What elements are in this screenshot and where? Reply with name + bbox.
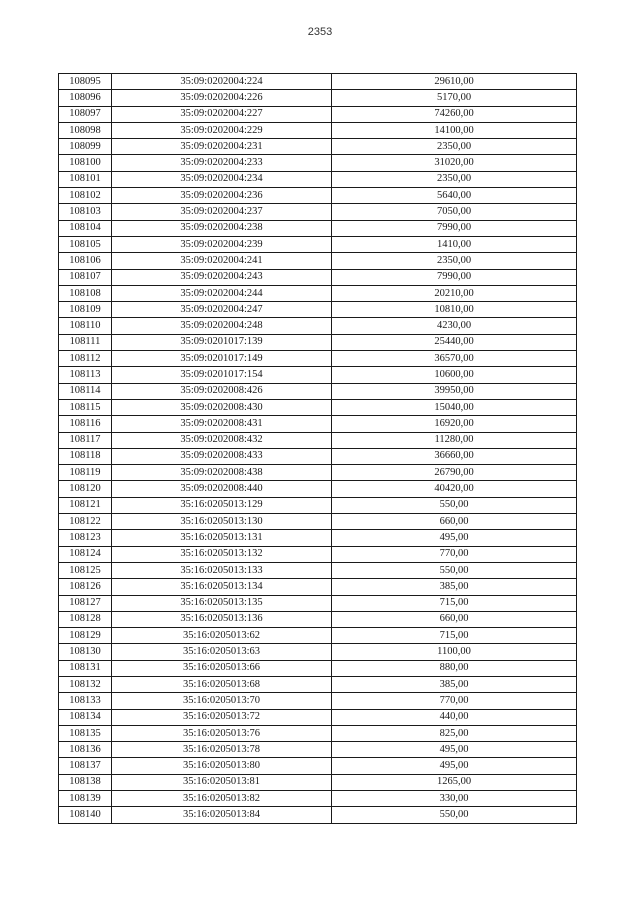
cadastral-number-cell: 35:09:0202004:238 (112, 220, 332, 236)
row-number-cell: 108102 (59, 188, 112, 204)
cadastral-number-cell: 35:09:0202008:432 (112, 432, 332, 448)
value-cell: 25440,00 (332, 334, 577, 350)
value-cell: 495,00 (332, 530, 577, 546)
value-cell: 16920,00 (332, 416, 577, 432)
value-cell: 770,00 (332, 693, 577, 709)
value-cell: 715,00 (332, 595, 577, 611)
table-row (59, 367, 577, 383)
cadastral-number-cell: 35:09:0202004:239 (112, 236, 332, 252)
row-number-cell: 108104 (59, 220, 112, 236)
value-cell: 385,00 (332, 676, 577, 692)
value-cell: 29610,00 (332, 74, 577, 90)
table-row (59, 693, 577, 709)
row-number-cell: 108100 (59, 155, 112, 171)
cadastral-number-cell: 35:09:0202004:236 (112, 188, 332, 204)
row-number-cell: 108139 (59, 791, 112, 807)
value-cell: 40420,00 (332, 481, 577, 497)
table-row (59, 514, 577, 530)
table-row (59, 302, 577, 318)
row-number-cell: 108138 (59, 774, 112, 790)
cadastral-number-cell: 35:09:0202008:433 (112, 448, 332, 464)
page-number: 2353 (307, 26, 333, 38)
cadastral-number-cell: 35:16:0205013:62 (112, 628, 332, 644)
cadastral-number-cell: 35:16:0205013:134 (112, 579, 332, 595)
value-cell: 20210,00 (332, 285, 577, 301)
row-number-cell: 108130 (59, 644, 112, 660)
value-cell: 550,00 (332, 807, 577, 823)
value-cell: 31020,00 (332, 155, 577, 171)
cadastral-number-cell: 35:09:0202004:224 (112, 74, 332, 90)
table-row (59, 628, 577, 644)
row-number-cell: 108132 (59, 676, 112, 692)
table-row (59, 383, 577, 399)
row-number-cell: 108129 (59, 628, 112, 644)
row-number-cell: 108096 (59, 90, 112, 106)
cadastral-number-cell: 35:09:0202008:440 (112, 481, 332, 497)
table-row (59, 351, 577, 367)
row-number-cell: 108126 (59, 579, 112, 595)
cadastral-number-cell: 35:16:0205013:133 (112, 562, 332, 578)
value-cell: 2350,00 (332, 139, 577, 155)
row-number-cell: 108109 (59, 302, 112, 318)
table-row (59, 660, 577, 676)
cadastral-number-cell: 35:16:0205013:129 (112, 497, 332, 513)
cadastral-number-cell: 35:16:0205013:72 (112, 709, 332, 725)
value-cell: 715,00 (332, 628, 577, 644)
row-number-cell: 108108 (59, 285, 112, 301)
value-cell: 495,00 (332, 758, 577, 774)
table-row (59, 318, 577, 334)
value-cell: 39950,00 (332, 383, 577, 399)
table-row (59, 546, 577, 562)
row-number-cell: 108136 (59, 742, 112, 758)
row-number-cell: 108133 (59, 693, 112, 709)
table-body (59, 74, 577, 824)
value-cell: 770,00 (332, 546, 577, 562)
cadastral-number-cell: 35:09:0202004:243 (112, 269, 332, 285)
table-row (59, 562, 577, 578)
row-number-cell: 108101 (59, 171, 112, 187)
cadastral-number-cell: 35:09:0202004:241 (112, 253, 332, 269)
value-cell: 7990,00 (332, 220, 577, 236)
cadastral-number-cell: 35:09:0202004:233 (112, 155, 332, 171)
row-number-cell: 108112 (59, 351, 112, 367)
cadastral-number-cell: 35:16:0205013:80 (112, 758, 332, 774)
table-row (59, 155, 577, 171)
table-row (59, 465, 577, 481)
cadastral-number-cell: 35:09:0201017:139 (112, 334, 332, 350)
value-cell: 385,00 (332, 579, 577, 595)
value-cell: 660,00 (332, 611, 577, 627)
table-row (59, 139, 577, 155)
cadastral-number-cell: 35:09:0202004:231 (112, 139, 332, 155)
table-row (59, 106, 577, 122)
cadastral-number-cell: 35:09:0202004:226 (112, 90, 332, 106)
table-row (59, 481, 577, 497)
table-row (59, 530, 577, 546)
row-number-cell: 108119 (59, 465, 112, 481)
value-cell: 440,00 (332, 709, 577, 725)
table-row (59, 742, 577, 758)
cadastral-number-cell: 35:09:0202008:426 (112, 383, 332, 399)
value-cell: 36570,00 (332, 351, 577, 367)
row-number-cell: 108131 (59, 660, 112, 676)
row-number-cell: 108125 (59, 562, 112, 578)
table-row (59, 253, 577, 269)
table-row (59, 220, 577, 236)
table-row (59, 122, 577, 138)
cadastral-number-cell: 35:09:0202004:234 (112, 171, 332, 187)
value-cell: 7050,00 (332, 204, 577, 220)
row-number-cell: 108122 (59, 514, 112, 530)
value-cell: 2350,00 (332, 171, 577, 187)
cadastral-number-cell: 35:16:0205013:130 (112, 514, 332, 530)
value-cell: 825,00 (332, 725, 577, 741)
row-number-cell: 108128 (59, 611, 112, 627)
table-row (59, 432, 577, 448)
table-row (59, 579, 577, 595)
cadastral-number-cell: 35:16:0205013:66 (112, 660, 332, 676)
cadastral-number-cell: 35:09:0202008:438 (112, 465, 332, 481)
value-cell: 330,00 (332, 791, 577, 807)
row-number-cell: 108121 (59, 497, 112, 513)
row-number-cell: 108123 (59, 530, 112, 546)
value-cell: 36660,00 (332, 448, 577, 464)
table-row (59, 497, 577, 513)
cadastral-number-cell: 35:16:0205013:136 (112, 611, 332, 627)
table-row (59, 269, 577, 285)
value-cell: 1100,00 (332, 644, 577, 660)
row-number-cell: 108135 (59, 725, 112, 741)
cadastral-number-cell: 35:16:0205013:76 (112, 725, 332, 741)
row-number-cell: 108099 (59, 139, 112, 155)
value-cell: 4230,00 (332, 318, 577, 334)
row-number-cell: 108106 (59, 253, 112, 269)
cadastral-number-cell: 35:16:0205013:131 (112, 530, 332, 546)
table-row (59, 334, 577, 350)
value-cell: 880,00 (332, 660, 577, 676)
row-number-cell: 108117 (59, 432, 112, 448)
row-number-cell: 108107 (59, 269, 112, 285)
table-row (59, 611, 577, 627)
table-row (59, 676, 577, 692)
value-cell: 495,00 (332, 742, 577, 758)
cadastral-number-cell: 35:09:0202004:247 (112, 302, 332, 318)
row-number-cell: 108120 (59, 481, 112, 497)
cadastral-number-cell: 35:09:0202004:229 (112, 122, 332, 138)
cadastral-number-cell: 35:16:0205013:81 (112, 774, 332, 790)
table-row (59, 644, 577, 660)
cadastral-number-cell: 35:09:0202004:248 (112, 318, 332, 334)
value-cell: 5170,00 (332, 90, 577, 106)
row-number-cell: 108116 (59, 416, 112, 432)
value-cell: 26790,00 (332, 465, 577, 481)
cadastral-number-cell: 35:09:0202008:430 (112, 399, 332, 415)
cadastral-number-cell: 35:09:0201017:154 (112, 367, 332, 383)
table-row (59, 725, 577, 741)
table-row (59, 90, 577, 106)
table-row (59, 807, 577, 823)
data-table (58, 73, 577, 824)
table-row (59, 188, 577, 204)
row-number-cell: 108097 (59, 106, 112, 122)
row-number-cell: 108113 (59, 367, 112, 383)
table-row (59, 791, 577, 807)
row-number-cell: 108111 (59, 334, 112, 350)
value-cell: 5640,00 (332, 188, 577, 204)
row-number-cell: 108103 (59, 204, 112, 220)
table-row (59, 774, 577, 790)
row-number-cell: 108124 (59, 546, 112, 562)
row-number-cell: 108095 (59, 74, 112, 90)
cadastral-number-cell: 35:16:0205013:82 (112, 791, 332, 807)
cadastral-number-cell: 35:09:0201017:149 (112, 351, 332, 367)
row-number-cell: 108098 (59, 122, 112, 138)
row-number-cell: 108137 (59, 758, 112, 774)
table-row (59, 758, 577, 774)
row-number-cell: 108110 (59, 318, 112, 334)
value-cell: 1265,00 (332, 774, 577, 790)
value-cell: 15040,00 (332, 399, 577, 415)
cadastral-number-cell: 35:09:0202004:244 (112, 285, 332, 301)
value-cell: 74260,00 (332, 106, 577, 122)
table-row (59, 399, 577, 415)
value-cell: 14100,00 (332, 122, 577, 138)
table-row (59, 595, 577, 611)
table-row (59, 416, 577, 432)
table-row (59, 236, 577, 252)
row-number-cell: 108105 (59, 236, 112, 252)
value-cell: 660,00 (332, 514, 577, 530)
table-row (59, 74, 577, 90)
table-row (59, 448, 577, 464)
row-number-cell: 108118 (59, 448, 112, 464)
row-number-cell: 108127 (59, 595, 112, 611)
cadastral-number-cell: 35:16:0205013:63 (112, 644, 332, 660)
cadastral-number-cell: 35:09:0202004:237 (112, 204, 332, 220)
value-cell: 10810,00 (332, 302, 577, 318)
cadastral-number-cell: 35:16:0205013:84 (112, 807, 332, 823)
row-number-cell: 108115 (59, 399, 112, 415)
cadastral-number-cell: 35:09:0202004:227 (112, 106, 332, 122)
table-row (59, 709, 577, 725)
value-cell: 550,00 (332, 497, 577, 513)
cadastral-number-cell: 35:16:0205013:68 (112, 676, 332, 692)
row-number-cell: 108140 (59, 807, 112, 823)
cadastral-number-cell: 35:16:0205013:70 (112, 693, 332, 709)
value-cell: 2350,00 (332, 253, 577, 269)
table-row (59, 285, 577, 301)
value-cell: 1410,00 (332, 236, 577, 252)
value-cell: 10600,00 (332, 367, 577, 383)
value-cell: 550,00 (332, 562, 577, 578)
cadastral-number-cell: 35:16:0205013:78 (112, 742, 332, 758)
cadastral-number-cell: 35:16:0205013:132 (112, 546, 332, 562)
table-row (59, 171, 577, 187)
row-number-cell: 108114 (59, 383, 112, 399)
cadastral-number-cell: 35:16:0205013:135 (112, 595, 332, 611)
table-row (59, 204, 577, 220)
row-number-cell: 108134 (59, 709, 112, 725)
cadastral-number-cell: 35:09:0202008:431 (112, 416, 332, 432)
value-cell: 11280,00 (332, 432, 577, 448)
value-cell: 7990,00 (332, 269, 577, 285)
